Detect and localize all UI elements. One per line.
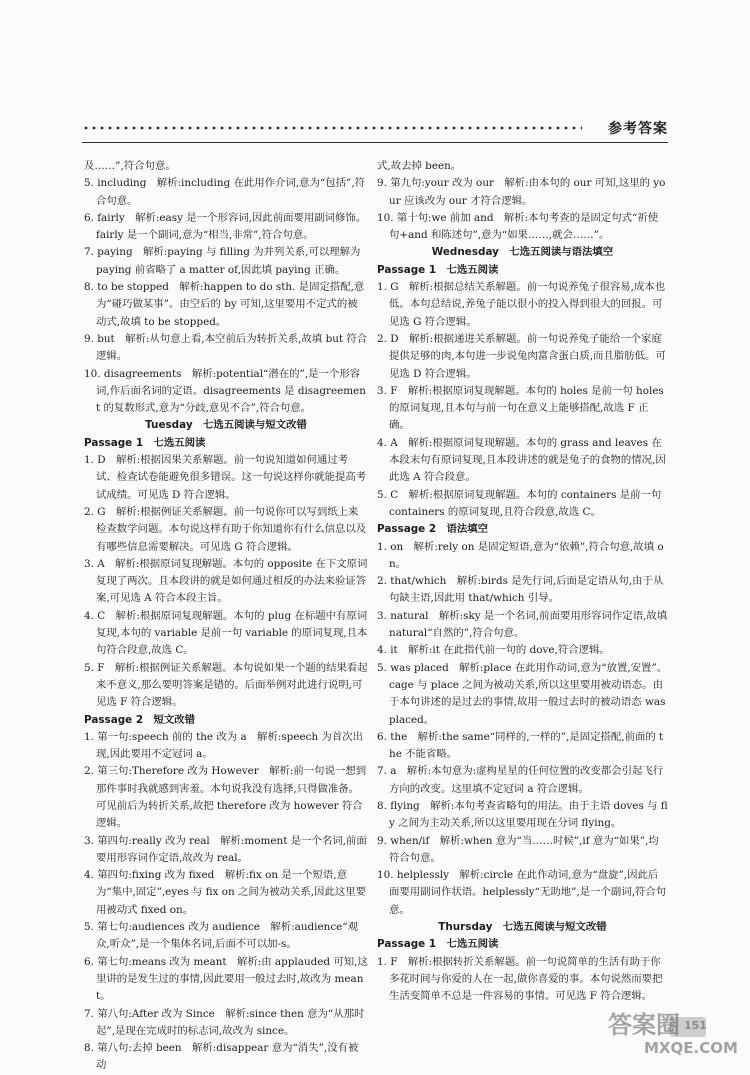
- answer-item: 5. was placed 解析:place 在此用作动词,意为“放置,安置”。cage 与 place 之间为被动关系,所以这里要用被动语态。由于本句讲述的是过去的事情,故用一般过去时的被动语态 was placed。: [377, 661, 668, 726]
- answer-item: 1. D 解析:根据因果关系解题。前一句说知道如何通过考试、检查试卷能避免很多错误。这一句说这样你就能提高考试成绩。可见选 D 符合逻辑。: [84, 454, 367, 501]
- answer-item: 6. the 解析:the same“同样的,一样的”,是固定搭配,前面的 the 不能省略。: [377, 730, 664, 761]
- left-column: [84, 158, 368, 1075]
- section-title: Tuesday 七选五阅读与短文改错: [145, 419, 307, 432]
- watermark-text-top: 答案圈: [608, 1011, 680, 1039]
- passage-title: Passage 2 语法填空: [377, 523, 489, 536]
- answer-item: 9. but 解析:从句意上看,本空前后为转折关系,故填 but 符合逻辑。: [84, 332, 368, 363]
- header-rule: [82, 142, 668, 143]
- answer-item: 5. F 解析:根据例证关系解题。本句说如果一个题的结果看起来不意义,那么要明答案是错的。后面举例对此进行说明,可见选 F 符合逻辑。: [84, 661, 368, 709]
- answer-item: 2. G 解析:根据例证关系解题。前一句说你可以写到纸上来检查数学问题。本句说这样有助于你知道你有什么信息以及有哪些信息需要解决。可见选 G 符合逻辑。: [84, 505, 367, 553]
- answer-item: 式,故去掉 been。: [377, 160, 462, 172]
- answer-item: 6. 第七句:means 改为 meant 解析:由 applauded 可知,这里讲的是发生过的事情,因此要用一般过去时,故改为 meant。: [84, 955, 368, 1003]
- passage-title: Passage 1 七选五阅读: [377, 938, 499, 951]
- answer-item: 7. paying 解析:paying 与 filling 为并列关系,可以理解为 paying 前省略了 a matter of,因此填 paying 正确。: [84, 246, 361, 276]
- answer-item: 1. G 解析:根据总结关系解题。前一句说养兔子很容易,成本也低。本句总结说,养兔子能以很小的投入得到很大的回报。可见选 G 符合逻辑。: [377, 281, 666, 328]
- answer-item: 1. 第一句:speech 前的 the 改为 a 解析:speech 为首次出现,因此要用不定冠词 a。: [84, 730, 363, 761]
- answer-item: 1. on 解析:rely on 是固定短语,意为“依赖”,符合句意,故填 on。: [377, 540, 664, 570]
- answer-item: 及……”,符合句意。: [84, 160, 176, 172]
- dotted-leader: [82, 124, 582, 132]
- answer-item: 2. 第三句:Therefore 改为 However 解析:前一句说一想到那件事时我就感到害羞。本句说我没有选择,只得做准备。可见前后为转折关系,故把 therefore 改为 however 符合逻辑。: [84, 765, 367, 830]
- answer-item: 2. D 解析:根据递进关系解题。前一句说养兔子能给一个家庭提供足够的肉,本句进一步说兔肉富含蛋白质,而且脂肪低。可见选 D 符合逻辑。: [377, 332, 666, 380]
- answer-item: 10. disagreements 解析:potential“潜在的”,是一个形容词,作后面名词的定语。disagreements 是 disagreement 的复数形式,意为“分歧,意见不合”,符合句意。: [84, 367, 366, 415]
- answer-item: 4. 第四句:fixing 改为 fixed 解析:fix on 是一个短语,意为“集中,固定”,eyes 与 fix on 之间为被动关系,因此这里要用被动式 fixed on。: [84, 869, 367, 916]
- page-number: 151: [684, 1019, 707, 1032]
- watermark-text-bottom: MXQE.COM: [644, 1039, 738, 1057]
- passage-title: Passage 2 短文改错: [84, 713, 196, 726]
- answer-item: 1. F 解析:根据转折关系解题。前一句说简单的生活有助于你多花时间与你爱的人在一起,做你喜爱的事。本句说然而要把生活变简单不总是一件容易的事情。可见选 F 符合逻辑。: [377, 955, 663, 1003]
- answer-item: 3. 第四句:really 改为 real 解析:moment 是一个名词,前面要用形容词作定语,故改为 real。: [84, 834, 367, 864]
- answer-item: 7. 第八句:After 改为 Since 解析:since then 意为“从那时起”,是现在完成时的标志词,故改为 since。: [84, 1007, 365, 1037]
- page-header: [82, 118, 668, 148]
- answer-item: 8. to be stopped 解析:happen to do sth. 是固定搭配,意为“碰巧做某事”。由空后的 by 可知,这里要用不定式的被动式,故填 to be stopped。: [84, 281, 365, 328]
- passage-title: Passage 1 七选五阅读: [377, 263, 499, 276]
- watermark: [600, 1003, 750, 1059]
- passage-title: Passage 1 七选五阅读: [84, 436, 206, 449]
- answer-item: 3. natural 解析:sky 是一个名词,前面要用形容词作定语,故填 natural“自然的”,符合句意。: [377, 609, 668, 640]
- answer-item: 8. 第八句:去掉 been 解析:disappear 意为“消失”,没有被动: [84, 1042, 359, 1072]
- answer-item: 3. A 解析:根据原词复现解题。本句的 opposite 在下文原词复现了两次。且本段讲的就是如何通过相反的办法来验证答案,可见选 A 符合本段主旨。: [84, 557, 368, 605]
- answer-item: 4. it 解析:it 在此指代前一句的 dove,符合逻辑。: [377, 644, 610, 657]
- answer-item: 4. C 解析:根据原词复现解题。本句的 plug 在标题中有原词复现,本句的 variable 是前一句 variable 的原词复现,且本句符合段意,故选 C。: [84, 609, 368, 657]
- answer-item: 4. A 解析:根据原词复现解题。本句的 grass and leaves 在本段末句有原词复现,且本段讲述的就是兔子的食物的情况,因此选 A 符合段意。: [377, 436, 666, 484]
- answer-item: 10. helplessly 解析:circle 在此作动词,意为“盘旋”,因此后面要用副词作状语。helplessly“无助地”,是一个副词,符合句意。: [377, 869, 667, 916]
- answer-item: 9. 第九句:your 改为 our 解析:由本句的 our 可知,这里的 your 应该改为 our 才符合逻辑。: [377, 177, 666, 207]
- header-title: 参考答案: [608, 121, 668, 137]
- answer-item: 2. that/which 解析:birds 是先行词,后面是定语从句,由于从句缺主语,因此用 that/which 引导。: [377, 575, 664, 605]
- answer-item: 6. fairly 解析:easy 是一个形容词,因此前面要用副词修饰。fairly 是一个副词,意为“相当,非常”,符合句意。: [84, 211, 367, 242]
- section-title: Thursday 七选五阅读与短文改错: [438, 921, 607, 934]
- answer-item: 8. flying 解析:本句考查省略句的用法。由于主语 doves 与 fly 之间为主动关系,所以这里要用现在分词 flying。: [377, 799, 668, 830]
- answer-item: 5. including 解析:including 在此用作介词,意为“包括”,符合句意。: [84, 177, 366, 207]
- right-column: [377, 158, 668, 1006]
- answer-item: 5. 第七句:audiences 改为 audience 解析:audience“观众,听众”,是一个集体名词,后面不可以加-s。: [84, 921, 358, 951]
- answer-item: 7. a 解析:本句意为:虚构星星的任何位置的改变都会引起飞行方向的改变。这里填不定冠词 a 符合逻辑。: [377, 765, 664, 795]
- section-title: Wednesday 七选五阅读与语法填空: [431, 246, 614, 259]
- answer-item: 3. F 解析:根据原词复现解题。本句的 holes 是前一句 holes 的原词复现,且本句与前一句在意义上能够搭配,故选 F 正确。: [377, 384, 664, 432]
- answer-item: 9. when/if 解析:when 意为“当……时候”,if 意为“如果”,均符合句意。: [377, 834, 659, 864]
- answer-item: 10. 第十句:we 前加 and 解析:本句考查的是固定句式“祈使句+and 和陈述句”,意为“如果……,就会……”。: [377, 211, 659, 242]
- answer-item: 5. C 解析:根据原词复现解题。本句的 containers 是前一句 containers 的原词复现,且符合段意,故选 C。: [377, 488, 662, 518]
